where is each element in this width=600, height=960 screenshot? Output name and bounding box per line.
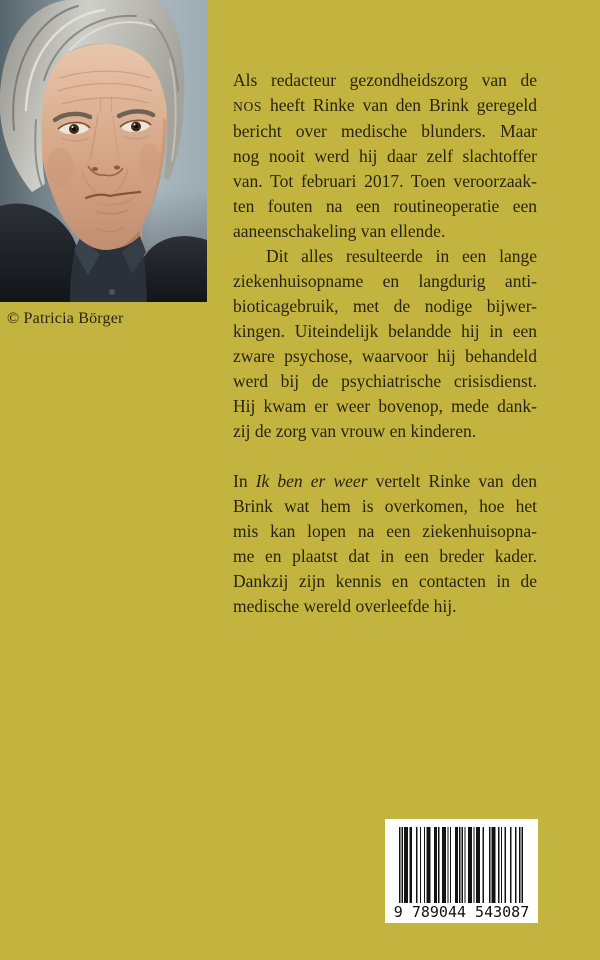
barcode xyxy=(385,819,538,923)
blurb-line: me en plaatst dat in een breder kader. xyxy=(233,546,537,566)
blurb-line: ten fouten na een routineoperatie een xyxy=(233,196,537,216)
barcode-number-text: 9 789044 543087 xyxy=(393,903,530,921)
blurb-line: Brink wat hem is overkomen, hoe het xyxy=(233,496,537,516)
blurb-line: zware psychose, waarvoor hij behandeld xyxy=(233,346,537,366)
blurb-paragraph xyxy=(233,244,537,444)
blurb-line: medische wereld overleefde hij. xyxy=(233,596,457,616)
barcode-number xyxy=(385,904,538,920)
blurb-line: Hij kwam er weer bovenop, mede dank- xyxy=(233,396,537,416)
blurb-line: kingen. Uiteindelijk belandde hij in een xyxy=(233,321,537,341)
blurb-paragraph xyxy=(233,68,537,244)
blurb-line: aaneenschakeling van ellende. xyxy=(233,221,446,241)
author-portrait-illustration xyxy=(0,0,207,302)
blurb-line: Dankzij zijn kennis en contacten in de xyxy=(233,571,537,591)
blurb-line: Als redacteur gezondheidszorg van de xyxy=(233,70,537,90)
blurb-line: mis kan lopen na een ziekenhuisopna- xyxy=(233,521,537,541)
photo-credit: © Patricia Börger xyxy=(7,310,124,327)
blurb-line: werd bij de psychiatrische crisisdienst. xyxy=(233,371,537,391)
blurb-line: Dit alles resulteerde in een lange xyxy=(266,246,537,266)
blurb-line: bericht over medische blunders. Maar xyxy=(233,121,537,141)
blurb-line: ziekenhuisopname en langdurig anti- xyxy=(233,271,537,291)
blurb-line: van. Tot februari 2017. Toen veroorzaak- xyxy=(233,171,537,191)
blurb-line: NOS heeft Rinke van den Brink geregeld xyxy=(233,95,537,115)
blurb-paragraph xyxy=(233,469,537,619)
author-photo xyxy=(0,0,207,302)
blurb-line: In Ik ben er weer vertelt Rinke van den xyxy=(233,471,538,491)
blurb-line: zij de zorg van vrouw en kinderen. xyxy=(233,421,477,441)
blurb-line: bioticagebruik, met de nodige bijwer- xyxy=(233,296,537,316)
portrait-figure xyxy=(0,0,207,302)
blurb-line: nog nooit werd hij daar zelf slachtoffer xyxy=(233,146,537,166)
blurb-text xyxy=(233,68,537,619)
barcode-bars xyxy=(399,827,523,915)
